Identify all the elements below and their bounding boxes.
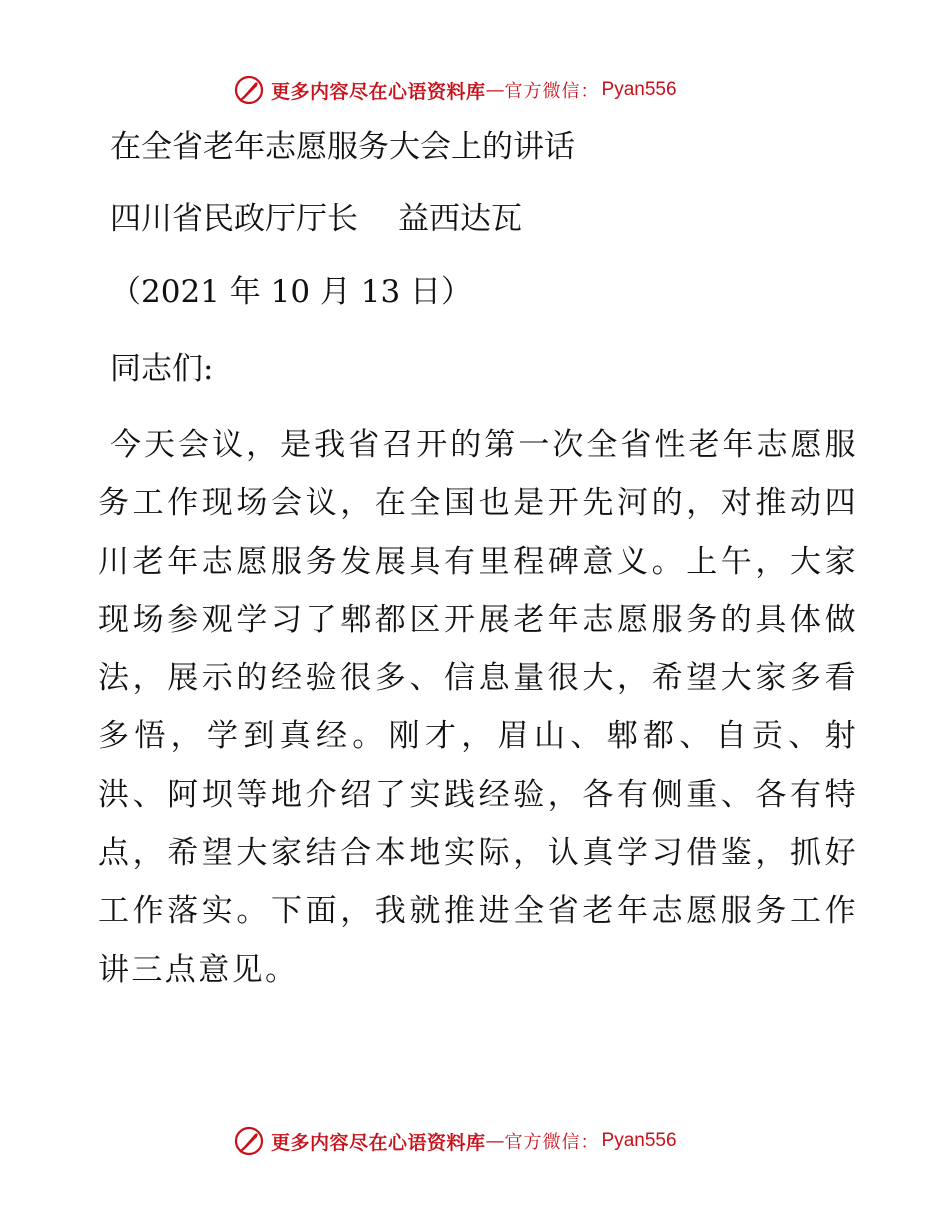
body-paragraph: 今天会议，是我省召开的第一次全省性老年志愿服务工作现场会议，在全国也是开先河的，对推动四川老年志愿服务发展具有里程碑意义。上午，大家现场参观学习了郫都区开展老年志愿服务的具体做法，展示的经验很多、信息量很大，希望大家多看多悟，学到真经。刚才，眉山、郫都、自贡、射洪、阿坝等地介绍了实践经验，各有侧重、各有特点，希望大家结合本地实际，认真学习借鉴，抓好工作落实。下面，我就推进全省老年志愿服务工作讲三点意见。 — [98, 427, 858, 988]
watermark-separator: — — [485, 79, 505, 101]
author-title: 四川省民政厅厅长 — [110, 201, 358, 237]
speech-date: （2021 年 10 月 13 日） — [110, 274, 473, 310]
author-line — [110, 199, 522, 239]
watermark-wechat-id: Pyan556 — [601, 1130, 677, 1151]
quill-pen-icon — [233, 74, 265, 106]
watermark-official-label: 官方微信： — [504, 1132, 600, 1153]
watermark-separator: — — [485, 1130, 505, 1152]
watermark-main-text: 更多内容尽在心语资料库 — [271, 1131, 486, 1154]
document-title: 在全省老年志愿服务大会上的讲话 — [110, 129, 575, 165]
watermark-official-label: 官方微信： — [504, 81, 600, 102]
watermark-banner-bottom — [233, 1124, 677, 1158]
watermark-main-text: 更多内容尽在心语资料库 — [271, 80, 486, 103]
watermark-wechat-id: Pyan556 — [601, 79, 677, 100]
salutation: 同志们: — [110, 351, 214, 387]
author-name: 益西达瓦 — [398, 201, 522, 237]
watermark-banner-top — [233, 73, 677, 107]
quill-pen-icon — [233, 1125, 265, 1157]
